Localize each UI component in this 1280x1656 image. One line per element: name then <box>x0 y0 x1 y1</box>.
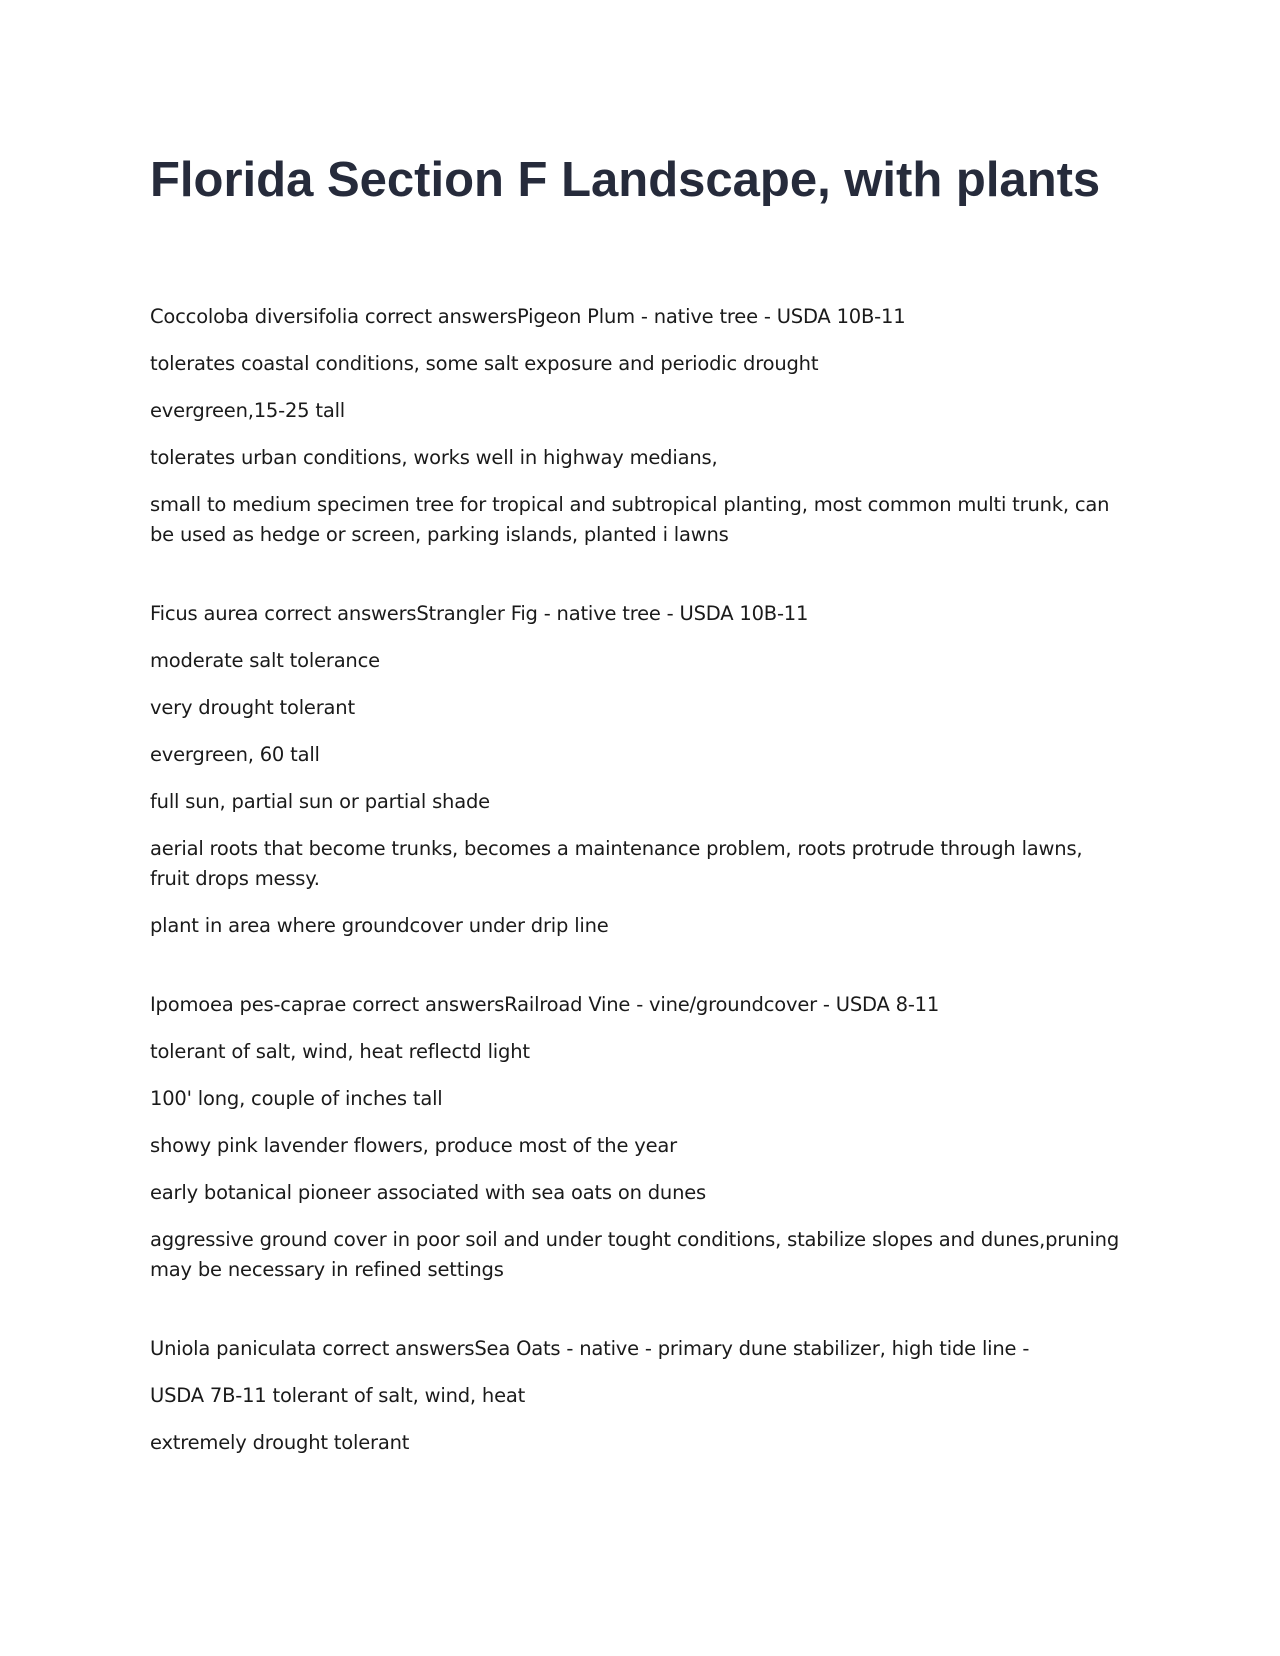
entry-line: aerial roots that become trunks, becomes a maintenance problem, roots protrude through lawns, fruit drops messy. <box>150 837 1083 890</box>
entry-line: small to medium specimen tree for tropical and subtropical planting, most common multi trunk, can be used as hedge or screen, parking islands, planted i lawns <box>150 493 1110 546</box>
entry-line: moderate salt tolerance <box>150 649 380 672</box>
document-body <box>150 302 1125 1458</box>
entry-line: evergreen,15-25 tall <box>150 399 346 422</box>
document-title: Florida Section F Landscape, with plants <box>150 153 1101 207</box>
entry-line: full sun, partial sun or partial shade <box>150 790 490 813</box>
entry-line: USDA 7B-11 tolerant of salt, wind, heat <box>150 1384 526 1407</box>
entry-line: evergreen, 60 tall <box>150 743 320 766</box>
entry-uniola-paniculata <box>150 1334 1125 1458</box>
entry-line: very drought tolerant <box>150 696 355 719</box>
entry-line: tolerates urban conditions, works well in highway medians, <box>150 446 718 469</box>
entry-line: showy pink lavender flowers, produce most of the year <box>150 1134 677 1157</box>
entry-line: plant in area where groundcover under drip line <box>150 914 609 937</box>
entry-ipomoea-pes-caprae <box>150 990 1125 1285</box>
entry-line: extremely drought tolerant <box>150 1431 410 1454</box>
entry-coccoloba-diversifolia <box>150 302 1125 550</box>
entry-line: 100' long, couple of inches tall <box>150 1087 443 1110</box>
entry-heading: Ipomoea pes-caprae correct answersRailroad Vine - vine/groundcover - USDA 8-11 <box>150 993 940 1016</box>
entry-heading: Ficus aurea correct answersStrangler Fig - native tree - USDA 10B-11 <box>150 602 809 625</box>
entry-ficus-aurea <box>150 599 1125 941</box>
entry-heading: Coccoloba diversifolia correct answersPigeon Plum - native tree - USDA 10B-11 <box>150 305 906 328</box>
entry-line: tolerant of salt, wind, heat reflectd light <box>150 1040 530 1063</box>
entry-line: tolerates coastal conditions, some salt exposure and periodic drought <box>150 352 819 375</box>
entry-line: early botanical pioneer associated with sea oats on dunes <box>150 1181 706 1204</box>
entry-heading: Uniola paniculata correct answersSea Oats - native - primary dune stabilizer, high tide line - <box>150 1337 1030 1360</box>
entry-line: aggressive ground cover in poor soil and under tought conditions, stabilize slopes and dunes,pruning may be necessary in refined settings <box>150 1228 1119 1281</box>
